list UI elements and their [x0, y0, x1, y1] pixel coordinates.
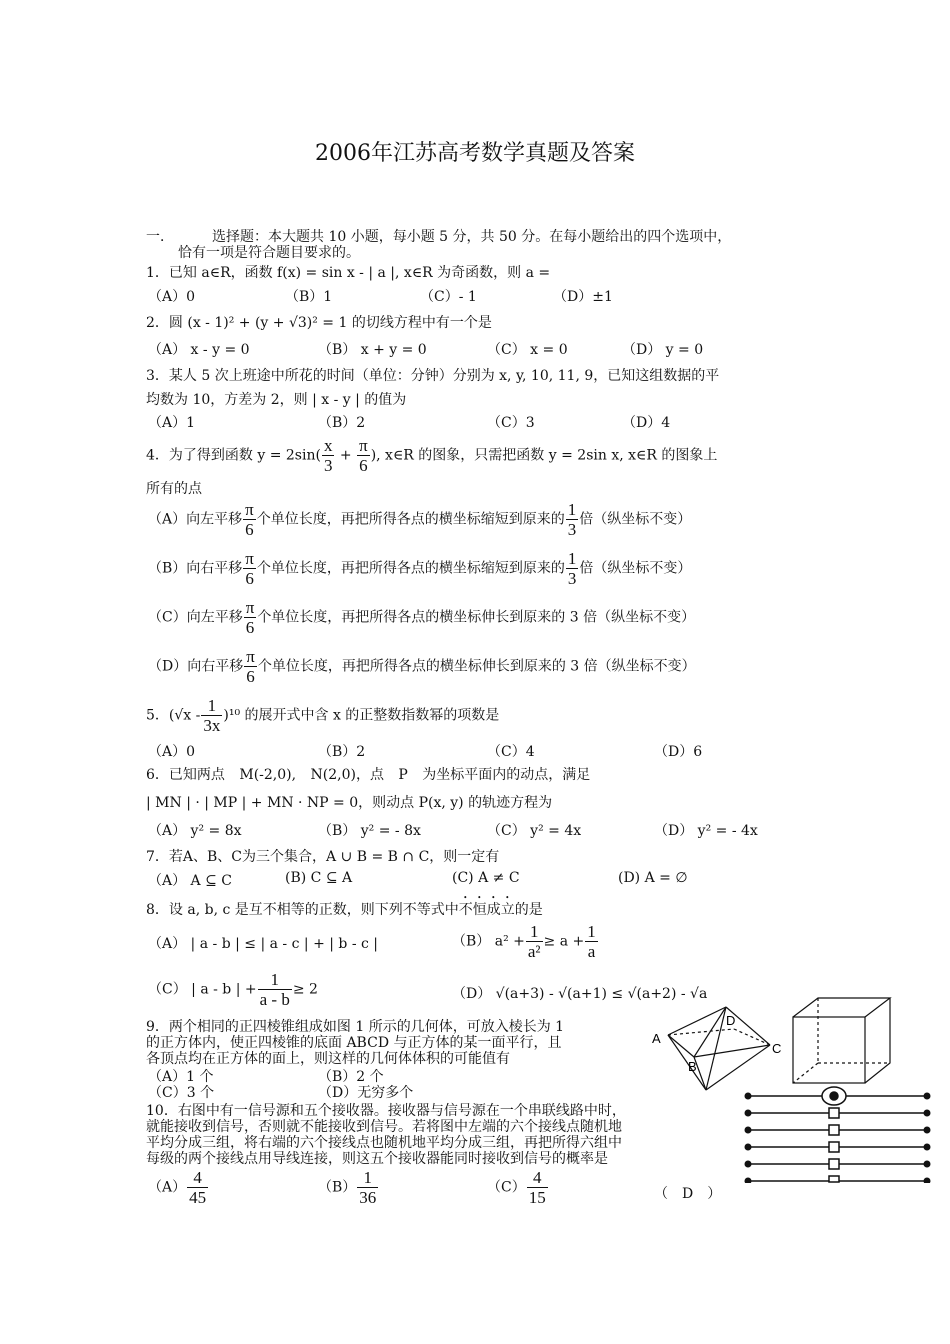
left-terminal-6	[745, 1178, 752, 1184]
cube-front-face	[793, 1017, 865, 1083]
q8-option-b-frac1: $\frac{1}{\text{a²}}$	[527, 922, 541, 961]
label-d: D	[726, 1013, 736, 1028]
cube-hidden-diagonal	[793, 1063, 818, 1083]
q1-option-b: （B）1	[285, 289, 333, 305]
q6-option-a: （A） y² = 8x	[148, 823, 242, 839]
q2-option-b: （B） x + y = 0	[318, 342, 427, 358]
section-instructions-line2: 恰有一项是符合题目要求的。	[178, 245, 360, 261]
q2-option-d: （D） y = 0	[622, 342, 704, 358]
q4-option-d: （D）向右平移 $\frac{\pi}{6}$ 个单位长度，再把所得各点的横坐标伸长到原来的 3 倍（纵坐标不变）	[148, 647, 696, 686]
q3-option-d: （D）4	[622, 415, 671, 431]
q5-option-a: （A）0	[148, 744, 196, 760]
q2-stem: 2．圆 (x - 1)² + (y + √3)² = 1 的切线方程中有一个是	[146, 315, 492, 331]
q6-option-c: （C） y² = 4x	[487, 823, 582, 839]
q4-option-a: （A）向左平移 $\frac{\pi}{6}$ 个单位长度，再把所得各点的横坐标缩短到原来的 $\frac{1}{3}$ 倍（纵坐标不变）	[148, 500, 692, 539]
q7-option-a: （A） A ⊆ C	[148, 873, 233, 889]
q8-option-c-frac: $\frac{1}{a - b}$	[259, 970, 290, 1009]
q10-option-c: （C） $\frac{4}{15}$	[487, 1168, 546, 1207]
q5-frac: $\frac{1}{3x}$	[203, 696, 221, 735]
q4-option-c-frac-pi6: $\frac{\pi}{6}$	[245, 598, 255, 637]
q10-option-c-frac: $\frac{4}{15}$	[528, 1168, 546, 1207]
cube-figure	[790, 995, 895, 1087]
q6-option-b: （B） y² = - 8x	[318, 823, 421, 839]
q3-option-b: （B）2	[318, 415, 366, 431]
label-a: A	[652, 1031, 661, 1046]
q9-line2: 的正方体内，使正四棱锥的底面 ABCD 与正方体的某一面平行，且	[146, 1035, 562, 1051]
q4-option-c: （C）向左平移 $\frac{\pi}{6}$ 个单位长度，再把所得各点的横坐标伸长到原来的 3 倍（纵坐标不变）	[148, 598, 696, 637]
right-terminal-5	[924, 1161, 931, 1168]
q1-option-a: （A）0	[148, 289, 196, 305]
q7-option-c: (C) A ≠ C	[452, 870, 520, 886]
left-terminal-2	[745, 1110, 752, 1117]
q10-line4: 每级的两个接线点用导线连接，则这五个接收器能同时接收到信号的概率是	[146, 1151, 608, 1167]
oct-edge-dc	[734, 1029, 770, 1045]
q4-option-a-frac-pi6: $\frac{\pi}{6}$	[245, 500, 254, 539]
q4-frac-pi6: $\frac{\pi}{6}$	[359, 436, 368, 475]
q6-option-d: （D） y² = - 4x	[654, 823, 758, 839]
q10-option-b-frac: $\frac{1}{36}$	[359, 1168, 377, 1207]
q5-option-c: （C）4	[487, 744, 535, 760]
q5-stem: 5．(√x - $\frac{1}{3x}$ )¹⁰ 的展开式中含 x 的正整数指数幂的项数是	[146, 696, 500, 735]
q3-option-a: （A）1	[148, 415, 196, 431]
q8-emphasis: 不恒成立	[458, 902, 515, 918]
right-terminal-6	[924, 1178, 931, 1184]
q2-option-c: （C） x = 0	[487, 342, 568, 358]
label-b: B	[688, 1059, 697, 1074]
receiver-icon-3	[829, 1142, 839, 1152]
q8-option-d: （D） √(a+3) - √(a+1) ≤ √(a+2) - √a	[452, 986, 708, 1002]
left-terminal-4	[745, 1144, 752, 1151]
right-terminal-2	[924, 1110, 931, 1117]
q7-option-d: (D) A = ∅	[618, 870, 688, 886]
q5-option-b: （B）2	[318, 744, 366, 760]
q10-line3: 平均分成三组，将右端的六个接线点也随机地平均分成三组，再把所得六组中	[146, 1135, 622, 1151]
circuit-figure	[742, 1083, 937, 1183]
q8-option-a: （A） | a - b | ≤ | a - c | + | b - c |	[148, 936, 379, 952]
q4-stem-part2: ), x∈R 的图象，只需把函数 y = 2sin x, x∈R 的图象上	[370, 447, 718, 464]
left-terminal-3	[745, 1127, 752, 1134]
q7-stem: 7．若A、B、C为三个集合，A ∪ B = B ∩ C，则一定有	[146, 849, 500, 865]
left-terminal-1	[745, 1093, 752, 1100]
oct-edge-a-bottom	[668, 1035, 706, 1090]
receiver-icon-4	[829, 1159, 839, 1169]
cube-top-face	[793, 998, 890, 1017]
label-c: C	[772, 1041, 782, 1056]
q10-line1: 10．右图中有一信号源和五个接收器。接收器与信号源在一个串联线路中时，	[146, 1103, 626, 1119]
q9-option-d: （D）无穷多个	[318, 1085, 414, 1101]
q3-line1: 3．某人 5 次上班途中所花的时间（单位：分钟）分别为 x, y, 10, 11, 9，已知这组数据的平	[146, 368, 720, 384]
right-terminal-4	[924, 1144, 931, 1151]
q8-option-c: （C） | a - b | + $\frac{1}{a - b}$ ≥ 2	[148, 970, 318, 1009]
q4-stem-part1: 4．为了得到函数 y = 2sin(	[146, 447, 321, 464]
q9-option-a: （A）1 个	[148, 1069, 214, 1085]
q4-stem: 4．为了得到函数 y = 2sin( $\frac{x}{3}$ + $\frac{\pi}{6}$ ), x∈R 的图象，只需把函数 y = 2sin x, x∈R 的图象上	[146, 436, 718, 475]
q9-option-b: （B）2 个	[318, 1069, 384, 1085]
right-terminal-1	[924, 1093, 931, 1100]
q3-line2: 均数为 10，方差为 2，则 | x - y | 的值为	[146, 392, 407, 408]
receiver-icon-1	[829, 1108, 839, 1118]
section-number: 一．	[146, 229, 174, 245]
q6-line2: | MN | · | MP | + MN · NP = 0，则动点 P(x, y) 的轨迹方程为	[146, 795, 553, 811]
q4-option-d-frac-pi6: $\frac{\pi}{6}$	[246, 647, 255, 686]
q7-option-b: (B) C ⊆ A	[285, 870, 353, 886]
q9-option-c: （C）3 个	[148, 1085, 215, 1101]
q1-stem: 1．已知 a∈R，函数 f(x) = sin x - | a |, x∈R 为奇函数，则 a =	[146, 265, 551, 281]
receiver-icon-5	[829, 1176, 839, 1182]
page-title: 2006年江苏高考数学真题及答案	[315, 141, 635, 166]
q4-option-b-frac-pi6: $\frac{\pi}{6}$	[245, 549, 254, 588]
q1-option-c: （C）- 1	[420, 289, 477, 305]
receiver-icon-2	[829, 1125, 839, 1135]
q4-line2: 所有的点	[146, 481, 202, 497]
octahedron-figure	[648, 1005, 788, 1095]
oct-edge-bc	[694, 1045, 770, 1057]
q9-line3: 各顶点均在正方体的面上，则这样的几何体体积的可能值有	[146, 1051, 510, 1067]
right-terminal-3	[924, 1127, 931, 1134]
cube-right-face	[865, 998, 890, 1083]
q3-option-c: （C）3	[487, 415, 535, 431]
q6-line1: 6．已知两点 M(-2,0), N(2,0)，点 P 为坐标平面内的动点，满足	[146, 767, 591, 783]
q2-option-a: （A） x - y = 0	[148, 342, 250, 358]
q4-option-b: （B）向右平移 $\frac{\pi}{6}$ 个单位长度，再把所得各点的横坐标缩短到原来的 $\frac{1}{3}$ 倍（纵坐标不变）	[148, 549, 692, 588]
signal-source-center	[830, 1092, 838, 1100]
q9-line1: 9．两个相同的正四棱锥组成如图 1 所示的几何体，可放入棱长为 1	[146, 1019, 565, 1035]
q8-option-b-frac2: $\frac{1}{a}$	[587, 922, 596, 961]
q4-option-b-frac-13: $\frac{1}{3}$	[567, 549, 577, 588]
q10-option-b: （B） $\frac{1}{36}$	[318, 1168, 377, 1207]
q10-answer: （ D ）	[654, 1186, 722, 1202]
left-terminal-5	[745, 1161, 752, 1168]
section-instructions-line1: 选择题：本大题共 10 小题，每小题 5 分，共 50 分。在每小题给出的四个选项中，	[212, 229, 732, 245]
q5-option-d: （D）6	[654, 744, 703, 760]
q4-frac-x3: $\frac{x}{3}$	[323, 436, 333, 475]
q4-option-a-frac-13: $\frac{1}{3}$	[567, 500, 577, 539]
q10-option-a: （A） $\frac{4}{45}$	[148, 1168, 207, 1207]
q10-option-a-frac: $\frac{4}{45}$	[189, 1168, 207, 1207]
q8-option-b: （B） a² + $\frac{1}{\text{a²}}$ ≥ a + $\frac{1}{a}$	[452, 922, 596, 961]
q1-option-d: （D）±1	[553, 289, 613, 305]
q8-stem: 8．设 a, b, c 是互不相等的正数，则下列不等式中不恒成立的是	[146, 902, 543, 918]
q10-line2: 就能接收到信号，否则就不能接收到信号。若将图中左端的六个接线点随机地	[146, 1119, 622, 1135]
